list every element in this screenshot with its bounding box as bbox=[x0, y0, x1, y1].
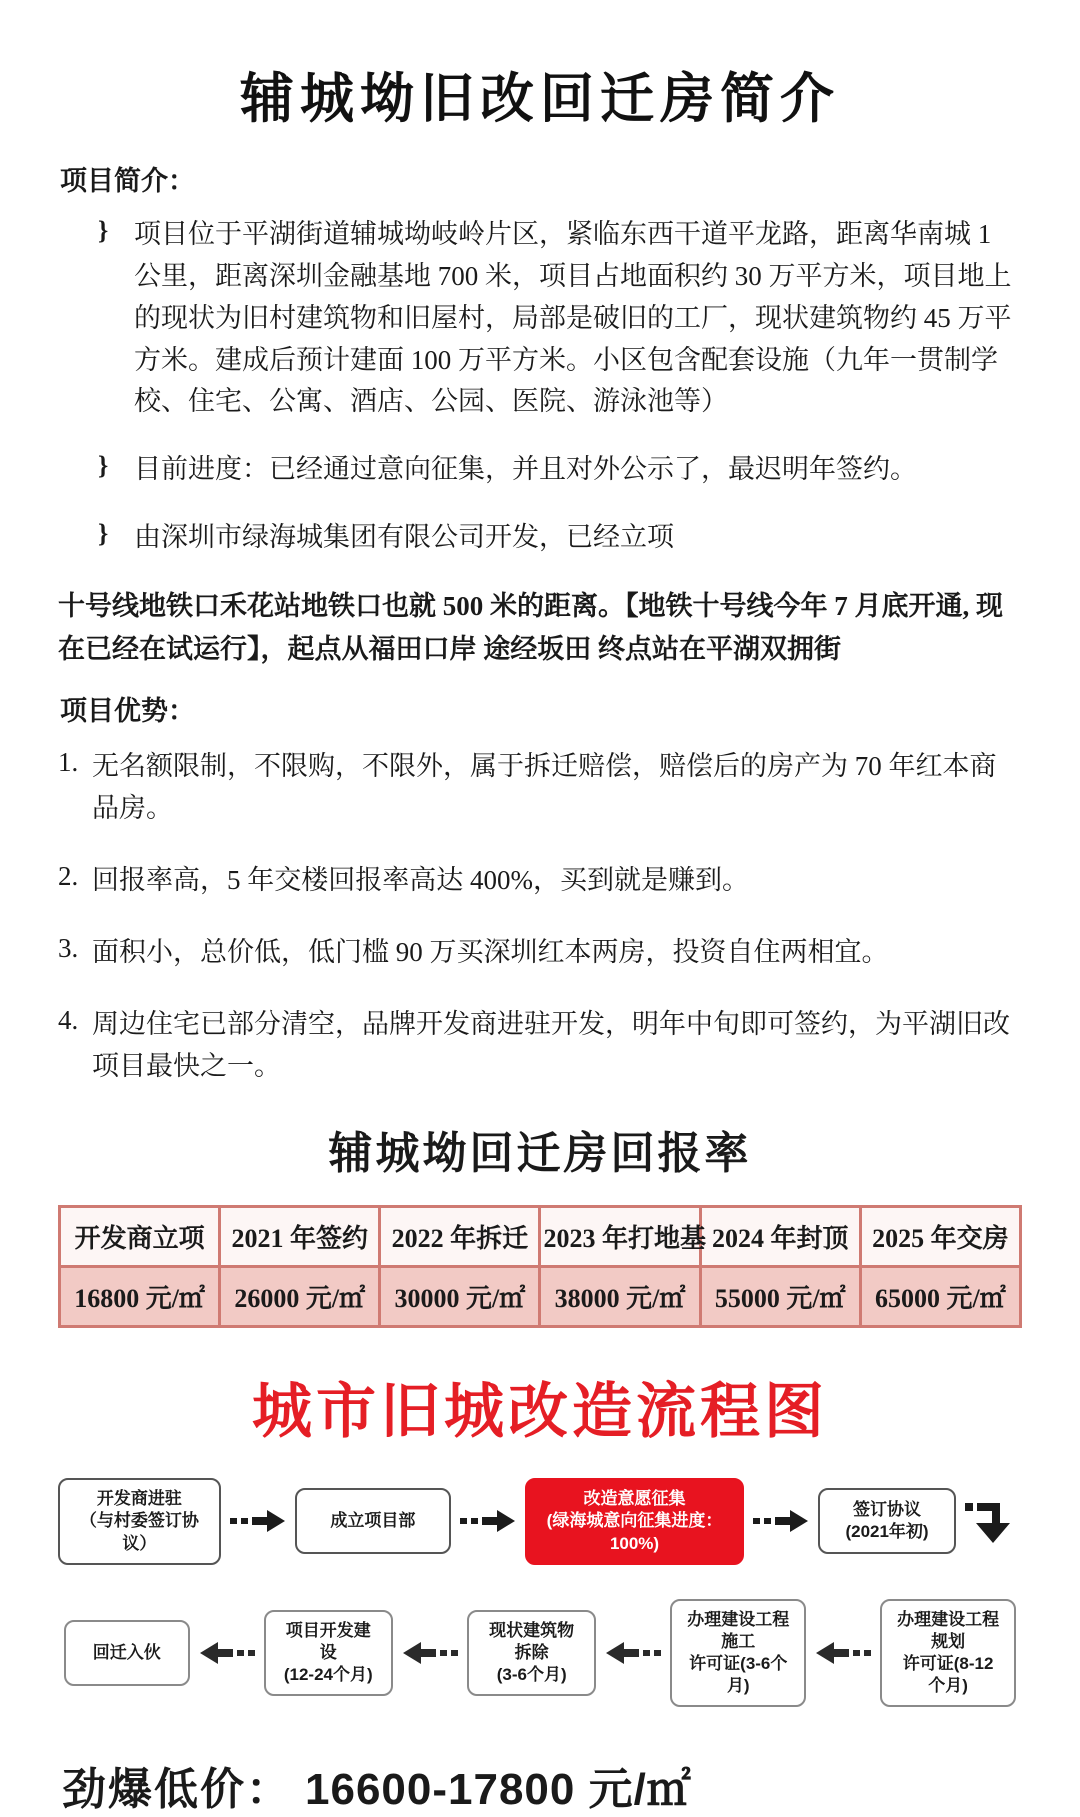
list-number: 2. bbox=[58, 860, 79, 891]
page-title: 辅城坳旧改回迁房简介 bbox=[240, 69, 840, 129]
list-item bbox=[58, 214, 1022, 423]
metro-note: 十号线地铁口禾花站地铁口也就 500 米的距离。【地铁十号线今年 7 月底开通, 现在已经在试运行】，起点从福田口岸 途经坂田 终点站在平湖双拥街 bbox=[58, 590, 1003, 665]
list-item bbox=[58, 860, 1022, 902]
flow-step-label: 回迁入伙 bbox=[92, 1642, 161, 1662]
flow-step-development bbox=[264, 1610, 393, 1696]
price-label: 劲爆低价： bbox=[62, 1765, 292, 1814]
table-value-cell: 65000 元/㎡ bbox=[860, 1267, 1020, 1327]
flow-step-construction-permit bbox=[670, 1599, 806, 1707]
flow-step-label: 成立项目部 bbox=[330, 1511, 416, 1531]
flow-step-label: 项目开发建设 bbox=[285, 1620, 371, 1662]
list-item bbox=[58, 517, 1022, 559]
advantage-text: 无名额限制，不限购，不限外，属于拆迁赔偿，赔偿后的房产为 70 年红本商品房。 bbox=[92, 751, 997, 824]
table-value-cell: 38000 元/㎡ bbox=[540, 1267, 700, 1327]
table-value-cell: 26000 元/㎡ bbox=[220, 1267, 380, 1327]
intro-bullet-text: 目前进度：已经通过意向征集，并且对外公示了，最迟明年签约。 bbox=[134, 454, 917, 485]
table-header-cell: 2025 年交房 bbox=[860, 1207, 1020, 1267]
price-value: 16600-17800 元/㎡ bbox=[305, 1765, 692, 1814]
flow-step-label: 改造意愿征集 bbox=[583, 1489, 686, 1509]
arrow-left-icon bbox=[604, 1639, 662, 1667]
flow-step-label: 开发商进驻 bbox=[96, 1489, 182, 1509]
bullet-icon: } bbox=[98, 451, 109, 481]
flow-step-developer-entry bbox=[58, 1478, 221, 1564]
flow-step-willingness-collection bbox=[525, 1478, 744, 1564]
table-header-cell: 2022 年拆迁 bbox=[380, 1207, 540, 1267]
flow-step-demolition bbox=[467, 1610, 596, 1696]
table-header-cell: 开发商立项 bbox=[60, 1207, 220, 1267]
bullet-icon: } bbox=[98, 216, 109, 245]
flow-step-sublabel: (3-6个月) bbox=[496, 1664, 567, 1684]
list-number: 4. bbox=[58, 1004, 79, 1035]
table-header-cell: 2021 年签约 bbox=[220, 1207, 380, 1267]
arrow-right-icon bbox=[459, 1507, 517, 1535]
flow-step-planning-permit bbox=[880, 1599, 1016, 1707]
list-number: 3. bbox=[58, 932, 79, 963]
table-value-cell: 30000 元/㎡ bbox=[380, 1267, 540, 1327]
arrow-right-icon bbox=[229, 1507, 287, 1535]
returns-table bbox=[58, 1205, 1022, 1328]
flow-step-sublabel: (2021年初) bbox=[845, 1522, 929, 1542]
flow-step-sublabel: (12-24个月) bbox=[283, 1664, 373, 1684]
flow-step-label: 现状建筑物拆除 bbox=[489, 1620, 575, 1662]
table-value-cell: 16800 元/㎡ bbox=[60, 1267, 220, 1327]
flowchart-heading: 城市旧城改造流程图 bbox=[252, 1378, 828, 1446]
list-item bbox=[58, 449, 1022, 491]
flowchart-row-2 bbox=[58, 1599, 1022, 1707]
flow-step-sublabel: 许可证(8-12个月) bbox=[902, 1653, 994, 1695]
flowchart-row-1 bbox=[58, 1478, 1022, 1564]
table-value-row bbox=[60, 1267, 1021, 1327]
advantage-text: 回报率高，5 年交楼回报率高达 400%，买到就是赚到。 bbox=[92, 864, 749, 895]
advantage-text: 周边住宅已部分清空，品牌开发商进驻开发，明年中旬即可签约，为平湖旧改项目最快之一。 bbox=[92, 1008, 1010, 1081]
advantage-text: 面积小，总价低，低门槛 90 万买深圳红本两房，投资自住两相宜。 bbox=[92, 936, 889, 967]
returns-heading: 辅城坳回迁房回报率 bbox=[328, 1129, 752, 1179]
price-line bbox=[62, 1753, 1022, 1817]
table-header-cell: 2024 年封顶 bbox=[700, 1207, 860, 1267]
list-item bbox=[58, 1004, 1022, 1088]
flow-step-sublabel: 许可证(3-6个月) bbox=[689, 1653, 788, 1695]
arrow-left-icon bbox=[814, 1639, 872, 1667]
arrow-turn-down-icon bbox=[964, 1495, 1014, 1547]
list-number: 1. bbox=[58, 747, 79, 778]
arrow-left-icon bbox=[401, 1639, 459, 1667]
list-item bbox=[58, 746, 1022, 830]
flow-step-sublabel: (绿海城意向征集进度：100%) bbox=[546, 1511, 723, 1553]
arrow-right-icon bbox=[752, 1507, 810, 1535]
advantages-list bbox=[58, 746, 1022, 1087]
intro-bullet-list bbox=[58, 214, 1022, 559]
advantages-heading: 项目优势： bbox=[60, 696, 195, 727]
table-value-cell: 55000 元/㎡ bbox=[700, 1267, 860, 1327]
flow-step-sign-agreement bbox=[818, 1488, 956, 1554]
flow-step-move-back bbox=[64, 1620, 190, 1686]
table-header-cell: 2023 年打地基 bbox=[540, 1207, 700, 1267]
flow-step-label: 签订协议 bbox=[853, 1500, 922, 1520]
intro-heading: 项目简介： bbox=[60, 166, 195, 196]
arrow-left-icon bbox=[198, 1639, 256, 1667]
table-header-row bbox=[60, 1207, 1021, 1267]
flow-step-label: 办理建设工程规划 bbox=[897, 1609, 1000, 1651]
list-item bbox=[58, 932, 1022, 974]
flow-step-project-team bbox=[295, 1488, 451, 1554]
flow-step-label: 办理建设工程施工 bbox=[687, 1609, 790, 1651]
bullet-icon: } bbox=[98, 519, 109, 549]
intro-bullet-text: 由深圳市绿海城集团有限公司开发，已经立项 bbox=[134, 522, 674, 553]
intro-bullet-text: 项目位于平湖街道辅城坳岐岭片区，紧临东西干道平龙路，距离华南城 1 公里，距离深圳金融基地 700 米，项目占地面积约 30 万平方米，项目地上的现状为旧村建筑物和旧屋村，局部是破旧的工厂，现状建筑物约 45 万平方米。建成后预计建面 100 万平方米。小区包含配套设施（九年一贯制学校、住宅、公寓、酒店、公园、医院、游泳池等） bbox=[134, 219, 1012, 417]
flow-step-sublabel: （与村委签订协议） bbox=[79, 1511, 199, 1553]
